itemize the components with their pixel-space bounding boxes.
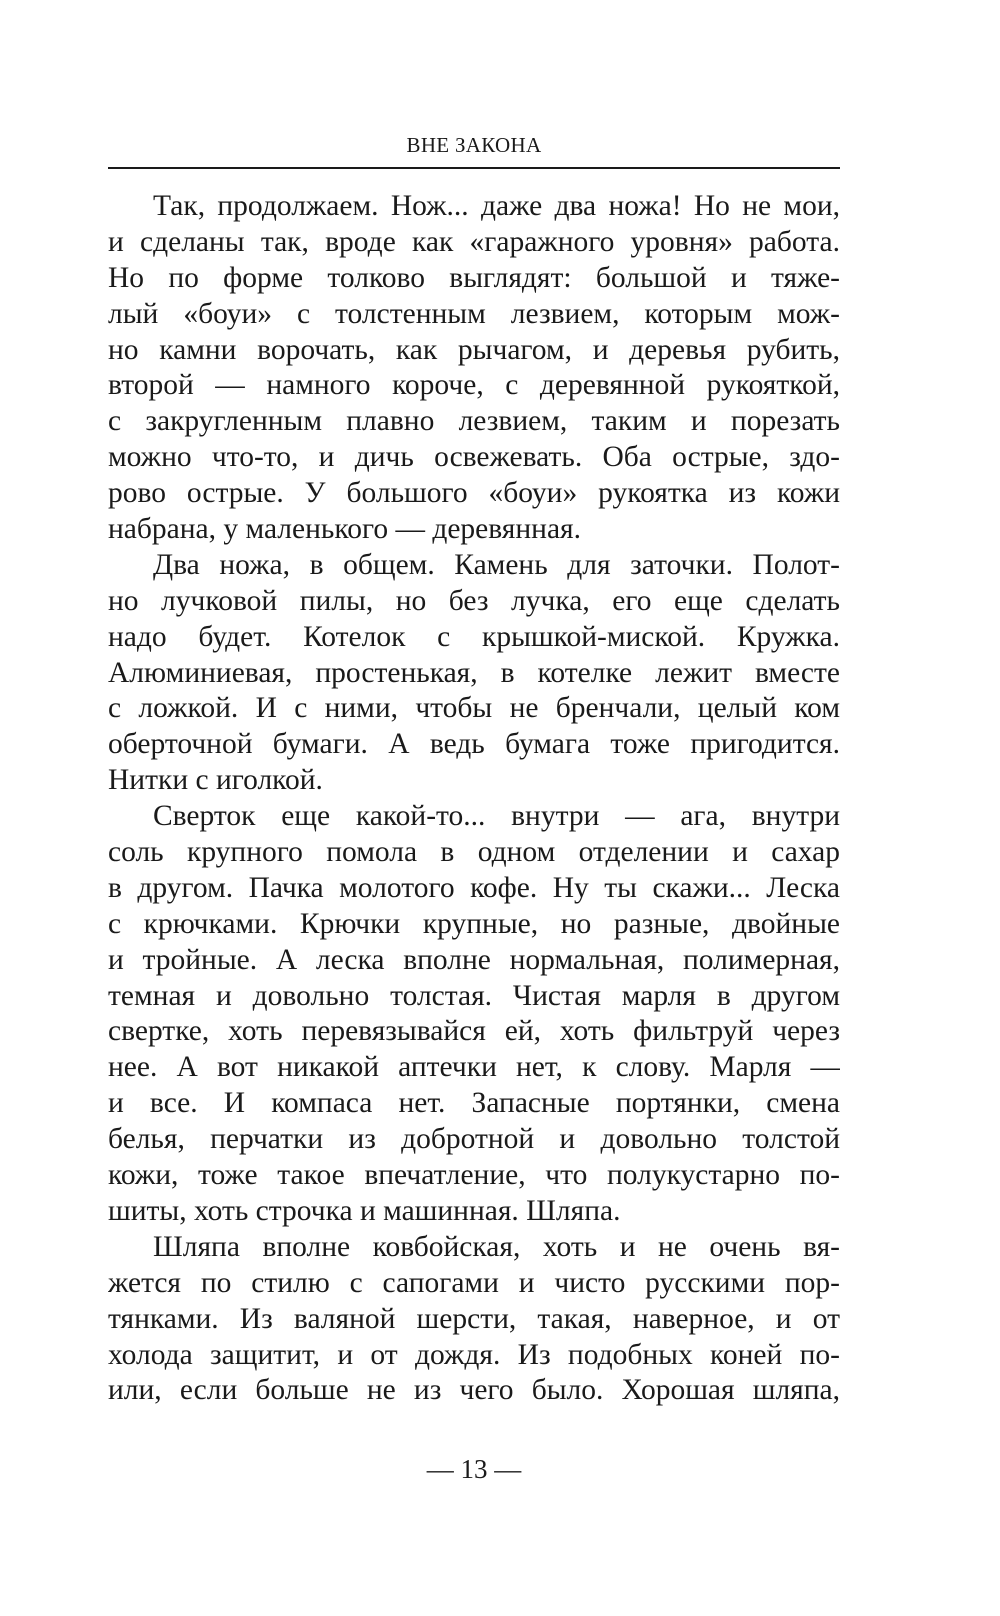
- text-line: тянками. Из валяной шерсти, такая, наверное, и от: [108, 1302, 840, 1335]
- text-line: надо будет. Котелок с крышкой-миской. Кружка.: [108, 620, 840, 653]
- text-line: соль крупного помола в одном отделении и сахар: [108, 836, 840, 869]
- text-line: свертке, хоть перевязывайся ей, хоть фильтруй через: [108, 1015, 840, 1048]
- text-line: холода защитит, и от дождя. Из подобных коней по-: [108, 1338, 840, 1371]
- text-line: можно что-то, и дичь освежевать. Оба острые, здо-: [108, 441, 840, 474]
- text-line: или, если больше не из чего было. Хорошая шляпа,: [108, 1374, 840, 1407]
- text-line: но лучковой пилы, но без лучка, его еще сделать: [108, 584, 840, 617]
- text-line: лый «боуи» с толстенным лезвием, которым мож-: [108, 297, 840, 330]
- text-line: Но по форме толково выглядят: большой и тяже-: [108, 261, 840, 294]
- text-line: жется по стилю с сапогами и чисто русскими пор-: [108, 1266, 840, 1299]
- text-line: Шляпа вполне ковбойская, хоть и не очень вя-: [153, 1230, 840, 1263]
- text-line: и тройные. А леска вполне нормальная, полимерная,: [108, 943, 840, 976]
- header-rule: [108, 167, 840, 169]
- text-line: но камни ворочать, как рычагом, и деревья рубить,: [108, 333, 840, 366]
- running-head: ВНЕ ЗАКОНА: [406, 133, 542, 157]
- text-line: белья, перчатки из добротной и довольно толстой: [108, 1123, 840, 1156]
- text-line: Так, продолжаем. Нож... даже два ножа! Но не мои,: [153, 190, 840, 222]
- text-line: Сверток еще какой-то... внутри — ага, внутри: [153, 800, 840, 833]
- text-line: с крючками. Крючки крупные, но разные, двойные: [108, 907, 840, 940]
- text-line: с закругленным плавно лезвием, таким и порезать: [108, 405, 840, 438]
- text-line: рово острые. У большого «боуи» рукоятка из кожи: [108, 477, 840, 510]
- text-line: кожи, тоже такое впечатление, что полукустарно по-: [108, 1159, 840, 1192]
- text-line: Алюминиевая, простенькая, в котелке лежит вместе: [108, 656, 840, 689]
- text-line: темная и довольно толстая. Чистая марля в другом: [108, 979, 840, 1012]
- text-line: второй — намного короче, с деревянной рукояткой,: [108, 369, 840, 402]
- text-line: и все. И компаса нет. Запасные портянки, смена: [108, 1087, 840, 1120]
- text-line: с ложкой. И с ними, чтобы не бренчали, целый ком: [108, 692, 840, 725]
- text-line: набрана, у маленького — деревянная.: [108, 513, 581, 546]
- text-line: и сделаны так, вроде как «гаражного уровня» работа.: [108, 225, 840, 258]
- text-line: оберточной бумаги. А ведь бумага тоже пригодится.: [108, 728, 840, 761]
- page-number: — 13 —: [426, 1454, 522, 1484]
- text-line: Два ножа, в общем. Камень для заточки. Полот-: [153, 548, 840, 581]
- body-text: [108, 189, 840, 1409]
- text-line: в другом. Пачка молотого кофе. Ну ты скажи... Леска: [108, 871, 840, 904]
- text-line: нее. А вот никакой аптечки нет, к слову. Марля —: [108, 1051, 840, 1084]
- text-line: Нитки с иголкой.: [108, 764, 323, 797]
- text-line: шиты, хоть строчка и машинная. Шляпа.: [108, 1194, 621, 1227]
